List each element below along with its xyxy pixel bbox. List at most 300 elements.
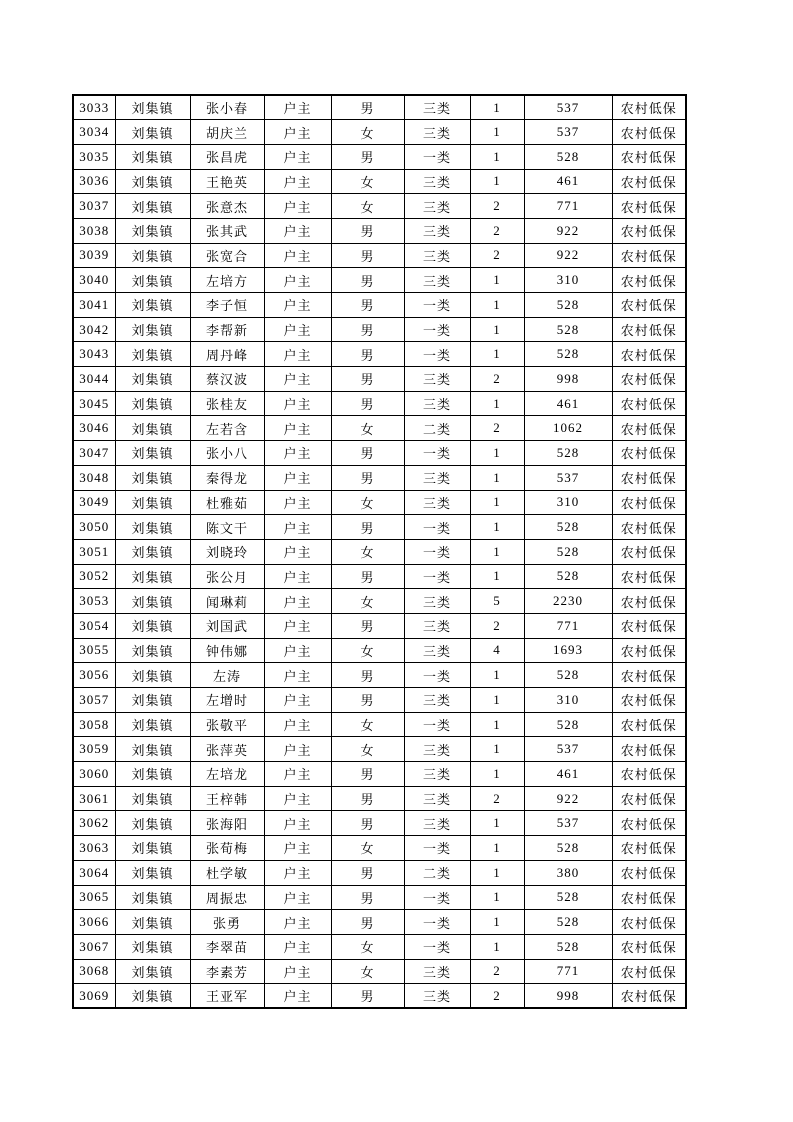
town-cell: 刘集镇 (115, 688, 190, 713)
person-count-cell: 1 (470, 712, 524, 737)
town-cell: 刘集镇 (115, 860, 190, 885)
amount-cell: 380 (524, 860, 612, 885)
town-cell: 刘集镇 (115, 564, 190, 589)
town-cell: 刘集镇 (115, 218, 190, 243)
category-cell: 一类 (404, 515, 470, 540)
table-row (73, 416, 686, 441)
relation-to-head-cell: 户主 (264, 268, 331, 293)
person-name-cell: 周丹峰 (190, 342, 264, 367)
person-name-cell: 王梓韩 (190, 786, 264, 811)
person-name-cell: 左培方 (190, 268, 264, 293)
sequence-number-cell: 3056 (73, 663, 115, 688)
person-name-cell: 左若含 (190, 416, 264, 441)
amount-cell: 771 (524, 613, 612, 638)
amount-cell: 461 (524, 169, 612, 194)
relation-to-head-cell: 户主 (264, 441, 331, 466)
relation-to-head-cell: 户主 (264, 885, 331, 910)
sequence-number-cell: 3044 (73, 367, 115, 392)
category-cell: 一类 (404, 293, 470, 318)
table-row (73, 984, 686, 1009)
relation-to-head-cell: 户主 (264, 194, 331, 219)
welfare-type-cell: 农村低保 (612, 688, 686, 713)
category-cell: 一类 (404, 144, 470, 169)
sequence-number-cell: 3065 (73, 885, 115, 910)
person-count-cell: 1 (470, 95, 524, 120)
sequence-number-cell: 3033 (73, 95, 115, 120)
category-cell: 三类 (404, 613, 470, 638)
welfare-type-cell: 农村低保 (612, 885, 686, 910)
person-name-cell: 钟伟娜 (190, 638, 264, 663)
sequence-number-cell: 3046 (73, 416, 115, 441)
person-name-cell: 杜学敏 (190, 860, 264, 885)
table-row (73, 441, 686, 466)
relation-to-head-cell: 户主 (264, 515, 331, 540)
town-cell: 刘集镇 (115, 342, 190, 367)
town-cell: 刘集镇 (115, 391, 190, 416)
table-row (73, 268, 686, 293)
person-name-cell: 胡庆兰 (190, 120, 264, 145)
welfare-type-cell: 农村低保 (612, 317, 686, 342)
sequence-number-cell: 3047 (73, 441, 115, 466)
sequence-number-cell: 3042 (73, 317, 115, 342)
gender-cell: 女 (331, 194, 404, 219)
relation-to-head-cell: 户主 (264, 762, 331, 787)
table-row (73, 342, 686, 367)
amount-cell: 528 (524, 441, 612, 466)
welfare-type-cell: 农村低保 (612, 860, 686, 885)
sequence-number-cell: 3061 (73, 786, 115, 811)
person-count-cell: 1 (470, 762, 524, 787)
category-cell: 一类 (404, 712, 470, 737)
town-cell: 刘集镇 (115, 194, 190, 219)
sequence-number-cell: 3063 (73, 836, 115, 861)
gender-cell: 女 (331, 638, 404, 663)
person-name-cell: 周振忠 (190, 885, 264, 910)
relation-to-head-cell: 户主 (264, 638, 331, 663)
town-cell: 刘集镇 (115, 539, 190, 564)
relation-to-head-cell: 户主 (264, 934, 331, 959)
town-cell: 刘集镇 (115, 515, 190, 540)
person-name-cell: 闻琳莉 (190, 589, 264, 614)
person-count-cell: 1 (470, 737, 524, 762)
person-count-cell: 1 (470, 293, 524, 318)
amount-cell: 2230 (524, 589, 612, 614)
sequence-number-cell: 3066 (73, 910, 115, 935)
sequence-number-cell: 3040 (73, 268, 115, 293)
category-cell: 三类 (404, 367, 470, 392)
table-row (73, 391, 686, 416)
category-cell: 三类 (404, 243, 470, 268)
table-row (73, 737, 686, 762)
sequence-number-cell: 3060 (73, 762, 115, 787)
gender-cell: 男 (331, 613, 404, 638)
amount-cell: 922 (524, 243, 612, 268)
category-cell: 二类 (404, 416, 470, 441)
town-cell: 刘集镇 (115, 441, 190, 466)
table-row (73, 762, 686, 787)
table-row (73, 144, 686, 169)
person-count-cell: 1 (470, 663, 524, 688)
amount-cell: 461 (524, 762, 612, 787)
town-cell: 刘集镇 (115, 120, 190, 145)
person-count-cell: 1 (470, 860, 524, 885)
category-cell: 三类 (404, 762, 470, 787)
relation-to-head-cell: 户主 (264, 144, 331, 169)
sequence-number-cell: 3043 (73, 342, 115, 367)
amount-cell: 310 (524, 490, 612, 515)
person-name-cell: 李帮新 (190, 317, 264, 342)
person-name-cell: 左涛 (190, 663, 264, 688)
category-cell: 三类 (404, 688, 470, 713)
sequence-number-cell: 3068 (73, 959, 115, 984)
table-row (73, 712, 686, 737)
town-cell: 刘集镇 (115, 712, 190, 737)
person-count-cell: 1 (470, 934, 524, 959)
welfare-type-cell: 农村低保 (612, 515, 686, 540)
person-name-cell: 刘晓玲 (190, 539, 264, 564)
category-cell: 三类 (404, 194, 470, 219)
amount-cell: 922 (524, 218, 612, 243)
gender-cell: 男 (331, 391, 404, 416)
relation-to-head-cell: 户主 (264, 910, 331, 935)
welfare-type-cell: 农村低保 (612, 218, 686, 243)
gender-cell: 男 (331, 786, 404, 811)
category-cell: 三类 (404, 786, 470, 811)
person-name-cell: 左培龙 (190, 762, 264, 787)
gender-cell: 男 (331, 95, 404, 120)
person-count-cell: 2 (470, 194, 524, 219)
town-cell: 刘集镇 (115, 934, 190, 959)
category-cell: 一类 (404, 910, 470, 935)
person-name-cell: 张其武 (190, 218, 264, 243)
welfare-table (72, 94, 687, 1009)
person-count-cell: 1 (470, 391, 524, 416)
town-cell: 刘集镇 (115, 638, 190, 663)
person-name-cell: 张公月 (190, 564, 264, 589)
person-name-cell: 陈文干 (190, 515, 264, 540)
table-row (73, 860, 686, 885)
sequence-number-cell: 3064 (73, 860, 115, 885)
welfare-type-cell: 农村低保 (612, 367, 686, 392)
relation-to-head-cell: 户主 (264, 959, 331, 984)
welfare-type-cell: 农村低保 (612, 786, 686, 811)
town-cell: 刘集镇 (115, 663, 190, 688)
welfare-type-cell: 农村低保 (612, 95, 686, 120)
table-row (73, 959, 686, 984)
welfare-type-cell: 农村低保 (612, 613, 686, 638)
category-cell: 一类 (404, 441, 470, 466)
welfare-type-cell: 农村低保 (612, 268, 686, 293)
person-count-cell: 1 (470, 490, 524, 515)
sequence-number-cell: 3039 (73, 243, 115, 268)
welfare-type-cell: 农村低保 (612, 762, 686, 787)
gender-cell: 男 (331, 860, 404, 885)
gender-cell: 女 (331, 589, 404, 614)
table-row (73, 243, 686, 268)
category-cell: 三类 (404, 589, 470, 614)
relation-to-head-cell: 户主 (264, 169, 331, 194)
relation-to-head-cell: 户主 (264, 860, 331, 885)
amount-cell: 528 (524, 885, 612, 910)
town-cell: 刘集镇 (115, 737, 190, 762)
town-cell: 刘集镇 (115, 786, 190, 811)
sequence-number-cell: 3067 (73, 934, 115, 959)
person-count-cell: 2 (470, 786, 524, 811)
welfare-type-cell: 农村低保 (612, 836, 686, 861)
category-cell: 三类 (404, 95, 470, 120)
relation-to-head-cell: 户主 (264, 120, 331, 145)
category-cell: 二类 (404, 860, 470, 885)
table-row (73, 515, 686, 540)
category-cell: 三类 (404, 737, 470, 762)
sequence-number-cell: 3038 (73, 218, 115, 243)
gender-cell: 男 (331, 441, 404, 466)
person-count-cell: 2 (470, 984, 524, 1009)
town-cell: 刘集镇 (115, 613, 190, 638)
person-count-cell: 1 (470, 564, 524, 589)
gender-cell: 男 (331, 564, 404, 589)
table-row (73, 934, 686, 959)
person-name-cell: 张宽合 (190, 243, 264, 268)
person-count-cell: 1 (470, 268, 524, 293)
amount-cell: 528 (524, 539, 612, 564)
relation-to-head-cell: 户主 (264, 342, 331, 367)
gender-cell: 女 (331, 737, 404, 762)
welfare-type-cell: 农村低保 (612, 663, 686, 688)
welfare-type-cell: 农村低保 (612, 910, 686, 935)
person-count-cell: 2 (470, 959, 524, 984)
table-row (73, 811, 686, 836)
table-row (73, 490, 686, 515)
person-name-cell: 蔡汉波 (190, 367, 264, 392)
table-row (73, 367, 686, 392)
person-name-cell: 王艳英 (190, 169, 264, 194)
gender-cell: 女 (331, 416, 404, 441)
table-row (73, 885, 686, 910)
amount-cell: 537 (524, 120, 612, 145)
town-cell: 刘集镇 (115, 465, 190, 490)
sequence-number-cell: 3055 (73, 638, 115, 663)
person-name-cell: 李翠苗 (190, 934, 264, 959)
gender-cell: 男 (331, 984, 404, 1009)
table-row (73, 120, 686, 145)
person-count-cell: 1 (470, 539, 524, 564)
sequence-number-cell: 3052 (73, 564, 115, 589)
relation-to-head-cell: 户主 (264, 786, 331, 811)
table-row (73, 786, 686, 811)
amount-cell: 528 (524, 293, 612, 318)
amount-cell: 528 (524, 663, 612, 688)
table-row (73, 293, 686, 318)
person-count-cell: 2 (470, 243, 524, 268)
welfare-type-cell: 农村低保 (612, 638, 686, 663)
gender-cell: 男 (331, 144, 404, 169)
person-name-cell: 张荀梅 (190, 836, 264, 861)
amount-cell: 537 (524, 737, 612, 762)
gender-cell: 男 (331, 515, 404, 540)
person-count-cell: 1 (470, 885, 524, 910)
sequence-number-cell: 3058 (73, 712, 115, 737)
welfare-type-cell: 农村低保 (612, 144, 686, 169)
relation-to-head-cell: 户主 (264, 539, 331, 564)
town-cell: 刘集镇 (115, 490, 190, 515)
table-row (73, 613, 686, 638)
category-cell: 三类 (404, 984, 470, 1009)
person-count-cell: 2 (470, 367, 524, 392)
town-cell: 刘集镇 (115, 836, 190, 861)
relation-to-head-cell: 户主 (264, 589, 331, 614)
category-cell: 一类 (404, 317, 470, 342)
welfare-type-cell: 农村低保 (612, 737, 686, 762)
town-cell: 刘集镇 (115, 367, 190, 392)
welfare-type-cell: 农村低保 (612, 564, 686, 589)
gender-cell: 女 (331, 934, 404, 959)
person-name-cell: 王亚军 (190, 984, 264, 1009)
person-count-cell: 1 (470, 811, 524, 836)
person-count-cell: 1 (470, 910, 524, 935)
welfare-type-cell: 农村低保 (612, 342, 686, 367)
relation-to-head-cell: 户主 (264, 95, 331, 120)
table-row (73, 589, 686, 614)
gender-cell: 男 (331, 465, 404, 490)
person-name-cell: 李素芳 (190, 959, 264, 984)
table-row (73, 539, 686, 564)
town-cell: 刘集镇 (115, 885, 190, 910)
person-name-cell: 张小八 (190, 441, 264, 466)
gender-cell: 男 (331, 243, 404, 268)
relation-to-head-cell: 户主 (264, 811, 331, 836)
category-cell: 三类 (404, 811, 470, 836)
person-name-cell: 张意杰 (190, 194, 264, 219)
relation-to-head-cell: 户主 (264, 984, 331, 1009)
amount-cell: 461 (524, 391, 612, 416)
category-cell: 三类 (404, 638, 470, 663)
amount-cell: 771 (524, 194, 612, 219)
amount-cell: 1693 (524, 638, 612, 663)
category-cell: 三类 (404, 490, 470, 515)
amount-cell: 1062 (524, 416, 612, 441)
town-cell: 刘集镇 (115, 984, 190, 1009)
gender-cell: 女 (331, 490, 404, 515)
person-count-cell: 1 (470, 342, 524, 367)
amount-cell: 771 (524, 959, 612, 984)
sequence-number-cell: 3035 (73, 144, 115, 169)
sequence-number-cell: 3041 (73, 293, 115, 318)
gender-cell: 男 (331, 342, 404, 367)
person-count-cell: 5 (470, 589, 524, 614)
relation-to-head-cell: 户主 (264, 243, 331, 268)
welfare-type-cell: 农村低保 (612, 293, 686, 318)
amount-cell: 922 (524, 786, 612, 811)
welfare-type-cell: 农村低保 (612, 984, 686, 1009)
gender-cell: 男 (331, 293, 404, 318)
category-cell: 三类 (404, 120, 470, 145)
amount-cell: 998 (524, 367, 612, 392)
amount-cell: 998 (524, 984, 612, 1009)
welfare-type-cell: 农村低保 (612, 169, 686, 194)
gender-cell: 男 (331, 218, 404, 243)
table-row (73, 836, 686, 861)
person-count-cell: 2 (470, 218, 524, 243)
table-row (73, 663, 686, 688)
sequence-number-cell: 3049 (73, 490, 115, 515)
town-cell: 刘集镇 (115, 243, 190, 268)
person-name-cell: 张桂友 (190, 391, 264, 416)
amount-cell: 528 (524, 144, 612, 169)
gender-cell: 男 (331, 268, 404, 293)
town-cell: 刘集镇 (115, 811, 190, 836)
amount-cell: 537 (524, 465, 612, 490)
category-cell: 三类 (404, 391, 470, 416)
category-cell: 一类 (404, 934, 470, 959)
person-count-cell: 1 (470, 515, 524, 540)
sequence-number-cell: 3059 (73, 737, 115, 762)
category-cell: 一类 (404, 663, 470, 688)
sequence-number-cell: 3037 (73, 194, 115, 219)
gender-cell: 男 (331, 910, 404, 935)
category-cell: 一类 (404, 539, 470, 564)
table-row (73, 317, 686, 342)
gender-cell: 女 (331, 712, 404, 737)
sequence-number-cell: 3057 (73, 688, 115, 713)
welfare-type-cell: 农村低保 (612, 465, 686, 490)
welfare-type-cell: 农村低保 (612, 959, 686, 984)
amount-cell: 310 (524, 688, 612, 713)
welfare-type-cell: 农村低保 (612, 391, 686, 416)
category-cell: 三类 (404, 268, 470, 293)
person-name-cell: 张小春 (190, 95, 264, 120)
welfare-type-cell: 农村低保 (612, 243, 686, 268)
relation-to-head-cell: 户主 (264, 317, 331, 342)
sequence-number-cell: 3045 (73, 391, 115, 416)
table-row (73, 564, 686, 589)
person-count-cell: 4 (470, 638, 524, 663)
table-row (73, 910, 686, 935)
gender-cell: 男 (331, 688, 404, 713)
amount-cell: 528 (524, 934, 612, 959)
relation-to-head-cell: 户主 (264, 613, 331, 638)
town-cell: 刘集镇 (115, 293, 190, 318)
sequence-number-cell: 3053 (73, 589, 115, 614)
sequence-number-cell: 3050 (73, 515, 115, 540)
amount-cell: 310 (524, 268, 612, 293)
relation-to-head-cell: 户主 (264, 367, 331, 392)
person-name-cell: 张勇 (190, 910, 264, 935)
relation-to-head-cell: 户主 (264, 564, 331, 589)
welfare-type-cell: 农村低保 (612, 589, 686, 614)
gender-cell: 男 (331, 367, 404, 392)
person-name-cell: 左增时 (190, 688, 264, 713)
amount-cell: 537 (524, 811, 612, 836)
person-count-cell: 1 (470, 120, 524, 145)
category-cell: 三类 (404, 169, 470, 194)
sequence-number-cell: 3036 (73, 169, 115, 194)
person-count-cell: 2 (470, 613, 524, 638)
relation-to-head-cell: 户主 (264, 391, 331, 416)
person-name-cell: 杜雅茹 (190, 490, 264, 515)
amount-cell: 528 (524, 910, 612, 935)
table-row (73, 465, 686, 490)
town-cell: 刘集镇 (115, 144, 190, 169)
welfare-type-cell: 农村低保 (612, 712, 686, 737)
person-name-cell: 张萍英 (190, 737, 264, 762)
category-cell: 一类 (404, 342, 470, 367)
person-count-cell: 2 (470, 416, 524, 441)
gender-cell: 女 (331, 120, 404, 145)
person-count-cell: 1 (470, 441, 524, 466)
relation-to-head-cell: 户主 (264, 688, 331, 713)
table-row (73, 218, 686, 243)
